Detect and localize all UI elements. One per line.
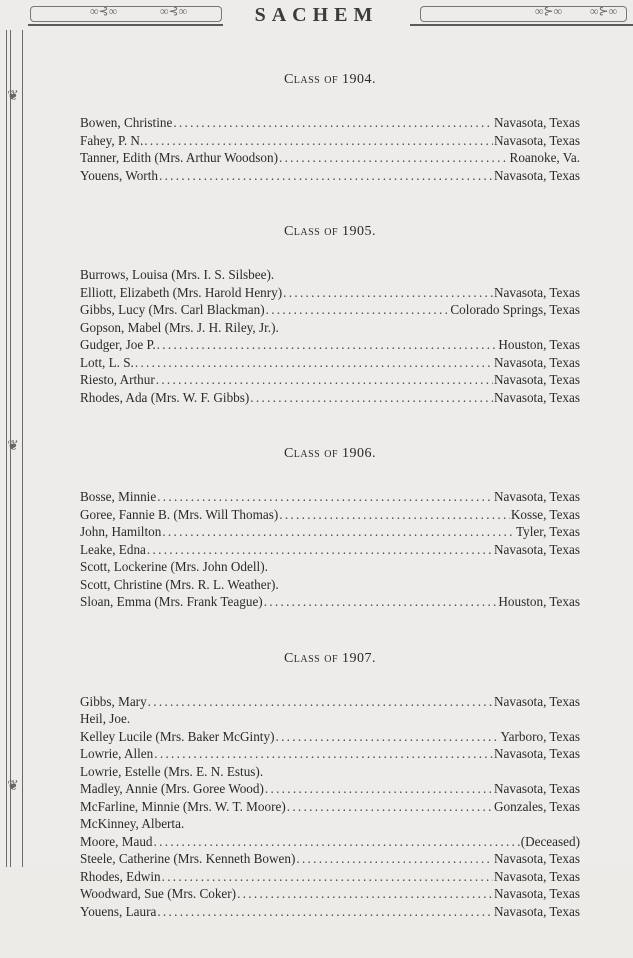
dot-leader — [264, 593, 498, 611]
scroll-ornament-icon: ∞⊰∞ — [160, 4, 188, 18]
roster-entry — [80, 815, 580, 833]
entry-name: Kelley Lucile (Mrs. Baker McGinty) — [80, 728, 275, 744]
entry-name: Tanner, Edith (Mrs. Arthur Woodson) — [80, 150, 278, 165]
class-section — [80, 649, 580, 921]
entry-name: Heil, Joe. — [80, 711, 131, 726]
entry-place: Navasota, Texas — [494, 693, 580, 709]
entry-place: Gonzales, Texas — [494, 798, 580, 814]
entry-place: Yarboro, Texas — [500, 728, 580, 744]
dot-leader — [135, 354, 493, 372]
entry-name: Bowen, Christine — [80, 115, 173, 130]
roster-entry — [80, 728, 580, 746]
entry-place: Navasota, Texas — [494, 167, 580, 183]
entry-place: Colorado Springs, Texas — [450, 302, 580, 317]
dot-leader — [154, 833, 520, 851]
roster-entry — [80, 558, 580, 576]
entry-name: Gibbs, Lucy (Mrs. Carl Blackman) — [80, 302, 265, 317]
entry-name: Scott, Lockerine (Mrs. John Odell). — [80, 559, 268, 574]
dot-leader — [157, 336, 498, 354]
class-heading: Class of 1905. — [283, 224, 377, 239]
entry-place: (Deceased) — [520, 833, 580, 849]
roster-entry — [80, 868, 580, 886]
class-section — [80, 444, 580, 611]
entry-name: Riesto, Arthur — [80, 372, 155, 387]
dot-leader — [250, 389, 493, 407]
class-roster — [80, 70, 580, 958]
roster-entry — [80, 301, 580, 319]
dot-leader — [237, 885, 493, 903]
entry-place: Navasota, Texas — [494, 489, 580, 504]
roster-entry — [80, 371, 580, 389]
dot-leader — [266, 301, 450, 319]
knot-ornament-icon: ❦ — [7, 779, 19, 794]
roster-entry — [80, 149, 580, 167]
roster-entry — [80, 319, 580, 337]
entry-name: Moore, Maud — [80, 833, 153, 849]
dot-leader — [279, 149, 509, 167]
dot-leader — [148, 693, 493, 711]
roster-entry — [80, 798, 580, 816]
roster-entry — [80, 576, 580, 594]
entry-name: Lowrie, Allen — [80, 746, 154, 761]
entry-name: Lowrie, Estelle (Mrs. E. N. Estus). — [80, 763, 264, 779]
entry-name: Gibbs, Mary — [80, 693, 147, 709]
entry-name: Gopson, Mabel (Mrs. J. H. Riley, Jr.). — [80, 319, 279, 335]
dot-leader — [157, 903, 493, 921]
entry-name: Madley, Annie (Mrs. Goree Wood) — [80, 781, 264, 796]
roster-entry — [80, 710, 580, 728]
entry-place: Navasota, Texas — [494, 132, 580, 148]
roster-entry — [80, 903, 580, 921]
roster-entry — [80, 167, 580, 185]
entry-place: Houston, Texas — [498, 337, 580, 352]
entry-name: Youens, Worth — [80, 167, 158, 183]
entry-place: Navasota, Texas — [494, 389, 580, 405]
entry-name: Bosse, Minnie — [80, 489, 157, 504]
entry-name: John, Hamilton — [80, 524, 162, 539]
class-section — [80, 70, 580, 184]
decorative-border-left — [0, 0, 28, 867]
entry-place: Navasota, Texas — [494, 781, 580, 796]
knot-ornament-icon: ❦ — [7, 89, 19, 104]
roster-entry — [80, 114, 580, 132]
dot-leader — [157, 488, 493, 506]
dot-leader — [265, 780, 493, 798]
entry-place: Navasota, Texas — [494, 851, 580, 866]
entry-name: Scott, Christine (Mrs. R. L. Weather). — [80, 576, 279, 592]
entry-name: Rhodes, Edwin — [80, 868, 161, 884]
entry-place: Navasota, Texas — [494, 541, 580, 557]
entry-place: Navasota, Texas — [494, 354, 580, 370]
entry-name: Woodward, Sue (Mrs. Coker) — [80, 886, 237, 901]
roster-entry — [80, 389, 580, 407]
entry-name: Burrows, Louisa (Mrs. I. S. Silsbee). — [80, 267, 275, 282]
roster-entry — [80, 354, 580, 372]
entry-place: Navasota, Texas — [494, 115, 580, 130]
roster-entry — [80, 745, 580, 763]
dot-leader — [147, 541, 493, 559]
entry-place: Kosse, Texas — [510, 506, 580, 522]
class-heading: Class of 1906. — [283, 446, 377, 461]
dot-leader — [275, 728, 499, 746]
roster-entry — [80, 266, 580, 284]
entry-name: Steele, Catherine (Mrs. Kenneth Bowen) — [80, 851, 296, 866]
entry-name: Gudger, Joe P. — [80, 337, 156, 352]
roster-entry — [80, 541, 580, 559]
entry-name: McKinney, Alberta. — [80, 816, 185, 831]
roster-entry — [80, 833, 580, 851]
class-heading: Class of 1907. — [283, 650, 377, 666]
entry-place: Navasota, Texas — [494, 886, 580, 901]
roster-entry — [80, 336, 580, 354]
dot-leader — [162, 868, 493, 886]
dot-leader — [173, 114, 493, 132]
dot-leader — [279, 506, 510, 524]
page-header — [0, 0, 633, 30]
roster-entry — [80, 132, 580, 150]
entry-name: Rhodes, Ada (Mrs. W. F. Gibbs) — [80, 389, 250, 405]
entry-name: Goree, Fannie B. (Mrs. Will Thomas) — [80, 506, 279, 522]
roster-entry — [80, 885, 580, 903]
dot-leader — [283, 284, 493, 302]
page-title: SACHEM — [254, 4, 379, 26]
roster-entry — [80, 780, 580, 798]
dot-leader — [156, 371, 493, 389]
roster-entry — [80, 488, 580, 506]
entry-name: McFarline, Minnie (Mrs. W. T. Moore) — [80, 798, 286, 814]
class-section — [80, 222, 580, 406]
entry-name: Elliott, Elizabeth (Mrs. Harold Henry) — [80, 284, 283, 300]
roster-entry — [80, 763, 580, 781]
entry-name: Fahey, P. N. — [80, 132, 144, 148]
roster-entry — [80, 523, 580, 541]
roster-entry — [80, 850, 580, 868]
scroll-ornament-icon: ∞⊱∞ — [590, 4, 618, 18]
roster-entry — [80, 593, 580, 611]
class-heading: Class of 1904. — [283, 72, 377, 87]
scroll-ornament-icon: ∞⊱∞ — [535, 4, 563, 18]
entry-place: Roanoke, Va. — [509, 150, 580, 165]
dot-leader — [159, 167, 493, 185]
dot-leader — [154, 745, 493, 763]
knot-ornament-icon: ❦ — [7, 439, 19, 454]
dot-leader — [162, 523, 515, 541]
dot-leader — [296, 850, 493, 868]
roster-entry — [80, 284, 580, 302]
entry-place: Navasota, Texas — [494, 372, 580, 387]
entry-place: Navasota, Texas — [494, 284, 580, 300]
entry-place: Navasota, Texas — [494, 868, 580, 884]
dot-leader — [144, 132, 493, 150]
border-line — [22, 30, 23, 867]
entry-place: Navasota, Texas — [494, 903, 580, 919]
scroll-ornament-icon: ∞⊰∞ — [90, 4, 118, 18]
entry-name: Lott, L. S. — [80, 354, 134, 370]
roster-entry — [80, 693, 580, 711]
entry-name: Leake, Edna — [80, 541, 146, 557]
entry-place: Houston, Texas — [498, 594, 580, 609]
roster-entry — [80, 506, 580, 524]
entry-name: Sloan, Emma (Mrs. Frank Teague) — [80, 594, 263, 609]
entry-place: Navasota, Texas — [494, 746, 580, 761]
dot-leader — [287, 798, 493, 816]
entry-name: Youens, Laura — [80, 903, 157, 919]
entry-place: Tyler, Texas — [515, 524, 580, 539]
